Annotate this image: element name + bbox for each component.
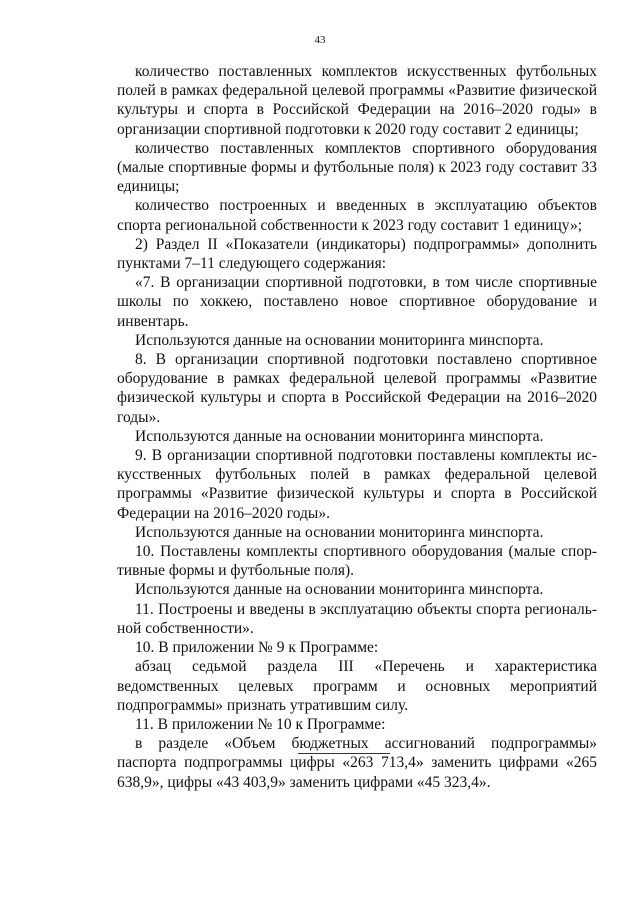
paragraph-item-8-source: Используются данные на основании мониторинга минспорта. [135,427,544,445]
paragraph-item-7: «7. В организации спортивной подготовки, в том числе спортивные школы по хоккею, поставлено новое спортивное оборудование и инвентарь. [117,274,597,330]
paragraph-section-2-amendment: 2) Раздел II «Показатели (индикаторы) подпрограммы» дополнить пунктами 7–11 следующего содержания: [117,235,597,273]
paragraph-sport-equipment-count: количество поставленных комплектов спортивного оборудования (малые спортивные формы и футбольные поля) к 2023 году составит 33 единицы; [117,139,597,196]
paragraph-item-8: 8. В организации спортивной подготовки поставлено спортивное оборудование в рамках федеральной целевой программы «Развитие физической культуры и спорта в Российской Федерации на 2016–2020 годы». [117,351,597,426]
paragraph-appendix-9-text: абзац седьмой раздела III «Перечень и характеристика ведомственных целевых программ и основных мероприятий подпрограммы» признать утратившим силу. [117,658,597,714]
paragraph-item-9: 9. В организации спортивной подготовки поставлены комплекты искусственных футбольных полей в рамках федеральной целевой программы «Развитие физической культуры и спорта в Российской Федерации на 2016–2020 годы». [117,447,597,522]
paragraph-appendix-10-heading: 11. В приложении № 10 к Программе: [135,715,386,733]
end-separator-line [298,753,390,754]
paragraph-item-11: 11. Построены и введены в эксплуатацию объекты спорта региональной собственности». [117,600,597,637]
paragraph-item-9-source: Используются данные на основании мониторинга минспорта. [135,523,544,541]
page-number: 43 [314,34,326,46]
paragraph-item-7-source: Используются данные на основании мониторинга минспорта. [135,331,544,349]
paragraph-appendix-10-text: в разделе «Объем бюджетных ассигнований подпрограммы» паспорта подпрограммы цифры «263 713,4» заменить цифрами «265 638,9», цифры «43 403,9» заменить цифрами «45 323,4». [117,735,597,791]
paragraph-sport-facilities-count: количество построенных и введенных в эксплуатацию объектов спорта региональной собственности к 2023 году составит 1 единицу»; [117,197,597,234]
document-body [117,62,597,792]
paragraph-item-10: 10. Поставлены комплекты спортивного оборудования (малые спортивные формы и футбольные поля). [117,543,597,580]
paragraph-football-fields-count: количество поставленных комплектов искусственных футбольных полей в рамках федеральной целевой программы «Развитие физической культуры и спорта в Российской Федерации на 2016–2020 годы» в организации спортивной подготовки к 2020 году составит 2 единицы; [117,63,597,138]
paragraph-appendix-9-heading: 10. В приложении № 9 к Программе: [135,639,379,657]
paragraph-item-10-source: Используются данные на основании мониторинга минспорта. [135,581,544,599]
